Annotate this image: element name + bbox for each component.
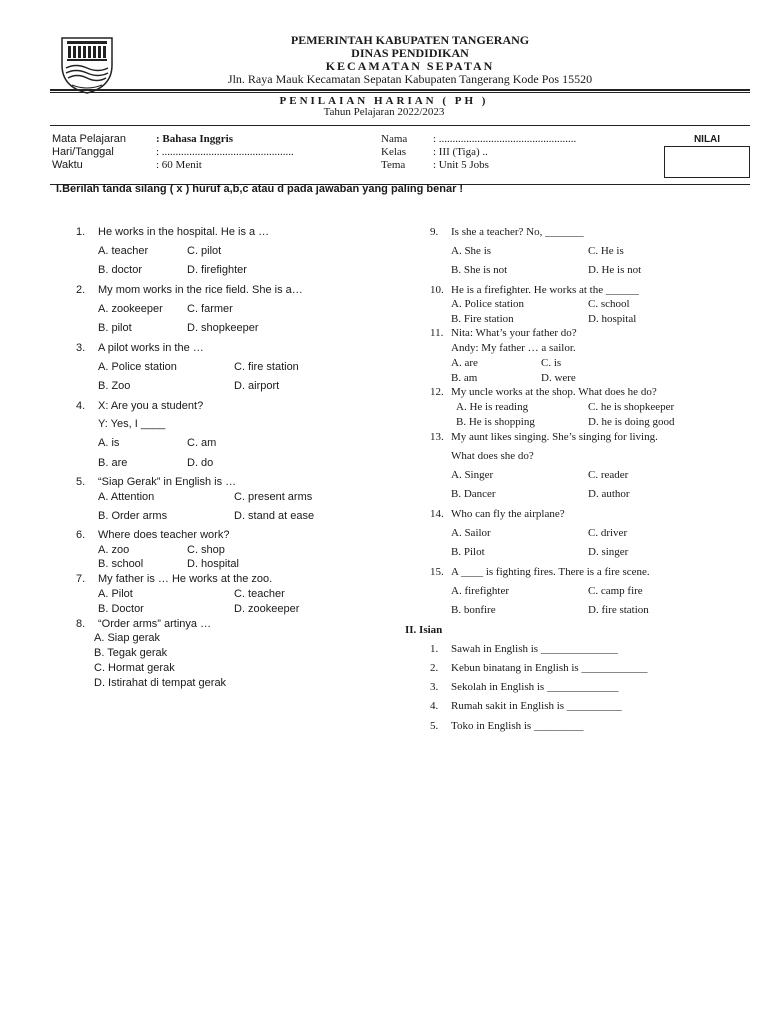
option-c[interactable]: C. teacher — [234, 588, 285, 600]
question-number: 4. — [76, 400, 86, 412]
question-number: 15. — [430, 566, 444, 578]
option-d[interactable]: D. author — [588, 488, 630, 500]
option-a[interactable]: A. zoo — [98, 544, 130, 556]
subject-value — [156, 133, 233, 145]
option-a[interactable]: A. She is — [451, 245, 492, 257]
district-title: KECAMATAN SEPATAN — [325, 59, 495, 73]
score-label: NILAI — [693, 134, 721, 145]
header-rule-thin — [50, 92, 750, 93]
question-number: 1. — [76, 226, 86, 238]
question-number: 12. — [430, 386, 444, 398]
option-a[interactable]: A. Police station — [98, 361, 177, 373]
option-d[interactable]: D. singer — [588, 546, 629, 558]
fill-item[interactable]: Sekolah in English is _____________ — [451, 681, 619, 693]
option-b[interactable]: B. are — [98, 457, 128, 469]
fill-item[interactable]: Sawah in English is ______________ — [451, 643, 618, 655]
option-b[interactable]: B. Dancer — [451, 488, 496, 500]
question-number: 6. — [76, 529, 86, 541]
department-title: DINAS PENDIDIKAN — [351, 46, 469, 60]
section-2-title: II. Isian — [405, 624, 443, 636]
address-line: Jln. Raya Mauk Kecamatan Sepatan Kabupaten Tangerang Kode Pos 15520 — [227, 72, 593, 86]
option-b[interactable]: B. pilot — [98, 322, 132, 334]
option-b[interactable]: B. Zoo — [98, 380, 131, 392]
score-box[interactable] — [664, 146, 750, 178]
theme-value: : Unit 5 Jobs — [433, 159, 489, 171]
option-b[interactable]: B. She is not — [451, 264, 508, 276]
fill-item[interactable]: Toko in English is _________ — [451, 720, 584, 732]
option-d[interactable]: D. he is doing good — [588, 416, 675, 428]
option-d[interactable]: D. firefighter — [187, 264, 247, 276]
class-label: Kelas — [381, 146, 407, 158]
option-c[interactable]: C. shop — [187, 544, 225, 556]
question-number: 10. — [430, 284, 444, 296]
question-number: 9. — [430, 226, 439, 238]
option-a[interactable]: A. teacher — [98, 245, 149, 257]
subject-label: Mata Pelajaran — [52, 133, 126, 145]
question-number: 7. — [76, 573, 86, 585]
option-c[interactable]: C. is — [541, 357, 562, 369]
option-b[interactable]: B. bonfire — [451, 604, 496, 616]
question-text-2: Y: Yes, I ____ — [98, 418, 166, 430]
instruction-text: I.Berilah tanda silang ( x ) huruf a,b,c atau d pada jawaban yang paling benar ! — [56, 183, 464, 195]
option-d[interactable]: D. zookeeper — [234, 603, 300, 615]
option-d[interactable]: D. hospital — [588, 313, 637, 325]
option-a[interactable]: A. are — [451, 357, 478, 369]
option-d[interactable]: D. do — [187, 457, 214, 469]
question-number: 14. — [430, 508, 444, 520]
fill-item[interactable]: Rumah sakit in English is __________ — [451, 700, 622, 712]
option-a[interactable]: A. zookeeper — [98, 303, 163, 315]
subject-value-text: : Bahasa Inggris — [156, 133, 234, 145]
option-c[interactable]: C. fire station — [234, 361, 299, 373]
question-number: 11. — [430, 327, 444, 339]
option-a[interactable]: A. is — [98, 437, 120, 449]
option-c[interactable]: C. reader — [588, 469, 629, 481]
option-b[interactable]: B. Fire station — [451, 313, 514, 325]
option-c[interactable]: C. am — [187, 437, 217, 449]
question-text-2: What does she do? — [451, 450, 534, 462]
option-d[interactable]: D. Istirahat di tempat gerak — [94, 677, 227, 689]
option-b[interactable]: B. doctor — [98, 264, 143, 276]
option-c[interactable]: C. pilot — [187, 245, 222, 257]
option-a[interactable]: A. Police station — [451, 298, 525, 310]
option-c[interactable]: C. He is — [588, 245, 624, 257]
option-c[interactable]: C. present arms — [234, 491, 313, 503]
option-c[interactable]: C. Hormat gerak — [94, 662, 175, 674]
question-number: 2. — [76, 284, 86, 296]
option-d[interactable]: D. were — [541, 372, 576, 384]
question-text: A ____ is fighting fires. There is a fire scene. — [451, 566, 650, 578]
question-text: He works in the hospital. He is a … — [98, 226, 270, 238]
option-c[interactable]: C. he is shopkeeper — [588, 401, 675, 413]
question-text: Where does teacher work? — [98, 529, 230, 541]
option-b[interactable]: B. Tegak gerak — [94, 647, 168, 659]
question-text: A pilot works in the … — [98, 342, 204, 354]
option-b[interactable]: B. am — [451, 372, 478, 384]
time-label: Waktu — [52, 159, 83, 171]
question-text: “Order arms” artinya … — [98, 618, 212, 630]
fill-number: 3. — [430, 681, 439, 693]
question-text: My uncle works at the shop. What does he do? — [451, 386, 657, 398]
option-b[interactable]: B. school — [98, 558, 144, 570]
class-value: : III (Tiga) .. — [433, 146, 488, 158]
fill-number: 5. — [430, 720, 439, 732]
question-text: X: Are you a student? — [98, 400, 204, 412]
option-c[interactable]: C. camp fire — [588, 585, 643, 597]
option-c[interactable]: C. driver — [588, 527, 628, 539]
question-text: My aunt likes singing. She’s singing for living. — [451, 431, 658, 443]
question-number: 8. — [76, 618, 86, 630]
question-text: Is she a teacher? No, _______ — [451, 226, 584, 238]
question-number: 5. — [76, 476, 86, 488]
date-label: Hari/Tanggal — [52, 146, 114, 158]
fill-number: 1. — [430, 643, 439, 655]
question-text-2: Andy: My father … a sailor. — [451, 342, 576, 354]
question-number: 3. — [76, 342, 86, 354]
question-text: My mom works in the rice field. She is a… — [98, 284, 303, 296]
option-b[interactable]: B. Pilot — [451, 546, 485, 558]
option-a[interactable]: A. Sailor — [451, 527, 491, 539]
info-top-rule — [50, 125, 750, 126]
option-b[interactable]: B. He is shopping — [456, 416, 535, 428]
option-a[interactable]: A. Siap gerak — [94, 632, 161, 644]
option-d[interactable]: D. hospital — [187, 558, 239, 570]
time-value: : 60 Menit — [156, 159, 202, 171]
fill-number: 2. — [430, 662, 439, 674]
option-b[interactable]: B. Doctor — [98, 603, 144, 615]
option-d[interactable]: D. He is not — [588, 264, 642, 276]
question-number: 13. — [430, 431, 444, 443]
question-text: Who can fly the airplane? — [451, 508, 565, 520]
government-title: PEMERINTAH KABUPATEN TANGERANG — [290, 33, 530, 47]
option-d[interactable]: D. airport — [234, 380, 280, 392]
school-year: Tahun Pelajaran 2022/2023 — [323, 106, 445, 118]
fill-item[interactable]: Kebun binatang in English is ____________ — [451, 662, 648, 674]
name-label: Nama — [381, 133, 408, 145]
option-c[interactable]: C. farmer — [187, 303, 233, 315]
option-d[interactable]: D. stand at ease — [234, 510, 315, 522]
name-value[interactable]: : .................................................. — [433, 133, 577, 145]
option-d[interactable]: D. shopkeeper — [187, 322, 259, 334]
option-a[interactable]: A. Pilot — [98, 588, 133, 600]
question-text: Nita: What’s your father do? — [451, 327, 577, 339]
date-value[interactable]: : ................................................ — [156, 146, 294, 158]
option-c[interactable]: C. school — [588, 298, 630, 310]
option-a[interactable]: A. Singer — [451, 469, 494, 481]
exam-title: PENILAIAN HARIAN ( PH ) — [279, 95, 489, 107]
option-a[interactable]: A. He is reading — [456, 401, 529, 413]
option-d[interactable]: D. fire station — [588, 604, 649, 616]
question-text: My father is … He works at the zoo. — [98, 573, 273, 585]
question-text: He is a firefighter. He works at the ______ — [451, 284, 639, 296]
question-text: “Siap Gerak” in English is … — [98, 476, 237, 488]
fill-number: 4. — [430, 700, 439, 712]
theme-label: Tema — [381, 159, 406, 171]
header-rule-thick — [50, 89, 750, 91]
option-a[interactable]: A. firefighter — [451, 585, 510, 597]
option-b[interactable]: B. Order arms — [98, 510, 168, 522]
option-a[interactable]: A. Attention — [98, 491, 155, 503]
